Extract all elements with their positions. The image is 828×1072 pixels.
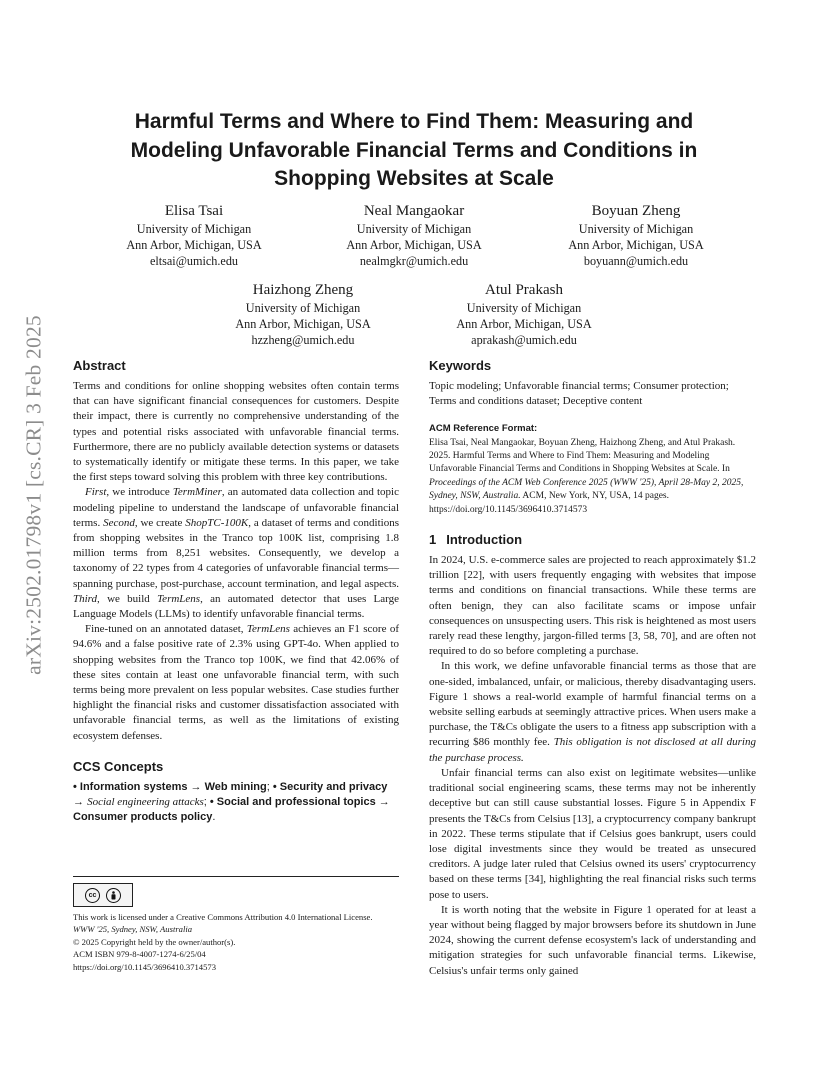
text: , we create [134,516,186,529]
text: Elisa Tsai, Neal Mangaokar, Boyuan Zheng, Haizhong Zheng, and Atul Prakash. 2025. Harmful Terms and Where to Find Them: Measuring and Modeling Unfavorable Financial Terms and Conditions in Shopping Websites at Scale. In [429,437,736,475]
abstract-paragraph: Terms and conditions for online shopping websites often contain terms that can have significant financial consequences for customers. Despite their impact, there is currently no comprehensive understanding of the types and potential risks associated with unfavorable financial terms. Furthermore, there are no publicly available detection systems or datasets to systematically identify or mitigate these terms. In this paper, we take the first steps toward solving this problem with three key contributions. [73,380,399,484]
section-title: Introduction [446,532,523,548]
author-name: Elisa Tsai [164,203,224,219]
intro-paragraph: It is worth noting that the website in Figure 1 operated for at least a year without being flagged by major browsers before its shutdown in June 2024, showing the current defense ecosystem's lack of understanding and mitigation strategies for such unfavorable financial terms. Likewise, Celsius's unfair terms only gained [429,903,756,977]
venue-name: WWW '25, Sydney, NSW, Australia [73,924,193,935]
system-name: TermLens [246,623,290,636]
separator: ; [203,796,210,809]
emphasis: Third [73,592,98,605]
paper-title: Harmful Terms and Where to Find Them: Measuring and Modeling Unfavorable Financial Terms and Conditions in Shopping Websites at Scale [130,110,698,190]
arxiv-identifier: arXiv:2502.01798v1 [cs.CR] 3 Feb 2025 [21,315,46,675]
text: achieves an F1 score of 94.6% and a false positive rate of 2.3% using GPT-4o. When applied to shopping websites from the Tranco top 100K, we find that 42.06% of these sites contain at least one unfavorable financial term, with such terms being more prevalent on less popular websites. Case studies further highlight the financial risks and customer dissatisfaction associated with unfavorable financial terms, as well as the limitations of existing ecosystem defenses. [73,623,399,742]
license-footnote [73,876,399,973]
abstract-paragraph [73,485,399,622]
attribution-icon [106,888,121,903]
author-block [526,201,746,269]
author-name: Atul Prakash [485,282,563,298]
author-email: boyuann@umich.edu [583,254,689,268]
author-location: Ann Arbor, Michigan, USA [568,238,704,252]
author-location: Ann Arbor, Michigan, USA [346,238,482,252]
system-name: TermMiner [172,486,222,499]
abstract-paragraph [73,622,399,744]
author-name: Haizhong Zheng [252,282,354,298]
text: , a dataset of terms and conditions from shopping websites in the Tranco top 100K list, comprising 1.8 million terms from 8,251 websites. Consequently, we develop a taxonomy of 22 types from 4 categories of unfavorable financial terms—spanning purchase, post-purchase, account termination, and legal aspects. [73,516,399,590]
text: , an automated detector that uses Large Language Models (LLMs) to identify unfavorable financial terms. [73,592,399,621]
doi-link[interactable]: https://doi.org/10.1145/3696410.3714573 [73,961,216,972]
author-block [304,201,524,269]
license-text: This work is licensed under a Creative Commons Attribution 4.0 International License. [73,912,373,922]
keywords-text: Topic modeling; Unfavorable financial terms; Consumer protection; Terms and conditions dataset; Deceptive content [429,380,729,408]
ccs-term: • Social and professional topics → Consumer products policy [73,796,390,824]
author-affiliation: University of Michigan [466,301,582,315]
author-block [414,280,634,348]
introduction-heading [429,531,756,548]
separator: ; [266,780,273,793]
author-location: Ann Arbor, Michigan, USA [235,317,371,331]
emphasis: This obligation is not disclosed at all during the purchase process. [429,736,756,764]
ccs-term: Social engineering attacks [87,796,204,809]
text: , we build [97,592,158,605]
right-column [429,357,756,979]
author-block [84,201,304,269]
separator: . [212,811,216,824]
abstract-heading: Abstract [73,358,126,373]
author-email: nealmgkr@umich.edu [359,254,469,268]
intro-paragraph [429,659,756,765]
dataset-name: ShopTC-100K [185,516,249,529]
ccs-term: • Security and privacy [272,780,388,793]
author-location: Ann Arbor, Michigan, USA [456,317,592,331]
author-affiliation: University of Michigan [578,222,694,236]
text: In this work, we define unfavorable financial terms as those that are one-sided, imbalanced, unfair, or malicious, thereby disadvantaging users. Figure 1 shows a real-world example of harmful financial terms on a website selling earbuds at seemingly attractive prices. When users make a purchase, the T&Cs obligate the users to a fitness app subscription with a recurring $86 monthly fee. [429,660,756,749]
author-email: eltsai@umich.edu [149,254,239,268]
intro-paragraph: Unfair financial terms can also exist on legitimate websites—unlike traditional social engineering scams, these terms may not be inherently deceptive but can still cause substantial losses. Figure 5 in Appendix F presents the T&Cs from Celsius [13], a cryptocurrency company bankrupt in 2022. These terms stipulate that if Celsius goes bankrupt, users could lose digital investments since they would be treated as unsecured creditors. A judge later ruled that Celsius owned its users' cryptocurrency based on these terms [34], highlighting the real financial risks such terms pose to users. [429,766,756,901]
acm-reference-text [429,437,756,517]
arrow: → [73,796,88,809]
proceedings: Proceedings of the ACM Web Conference 2025 (WWW '25), April 28-May 2, 2025, Sydney, NSW, Australia. [429,477,744,502]
author-name: Neal Mangaokar [363,203,465,219]
author-block [193,280,413,348]
ccs-concepts [73,780,399,826]
footnote-text [73,911,399,973]
text: Fine-tuned on an annotated dataset, [85,623,247,636]
arxiv-stamp [20,287,48,703]
cc-by-badge [73,883,133,907]
left-column [73,357,399,825]
venue [73,923,399,935]
author-affiliation: University of Michigan [356,222,472,236]
author-location: Ann Arbor, Michigan, USA [126,238,262,252]
emphasis: First [85,486,107,499]
author-affiliation: University of Michigan [245,301,361,315]
isbn: ACM ISBN 979-8-4007-1274-6/25/04 [73,949,206,960]
footnote-rule [73,876,399,877]
system-name: TermLens [157,592,201,605]
text: ACM, New York, NY, USA, 14 pages. https://doi.org/10.1145/3696410.3714573 [429,491,669,515]
intro-paragraph: In 2024, U.S. e-commerce sales are projected to reach approximately $1.2 trillion [22], with users frequently engaging with websites that impose terms and conditions on financial transactions. While these terms are often benign, they can also facilitate scams or impose unfair consequences on unsuspecting users. This risk is heightened as most users rarely read these lengthy, jargon-filled terms [3, 58, 70], and are often not required to do so before completing a purchase. [429,554,756,658]
author-email: aprakash@umich.edu [471,333,577,347]
text: , we introduce [106,486,173,499]
section-number: 1 [429,532,437,548]
author-affiliation: University of Michigan [136,222,252,236]
acm-reference-heading: ACM Reference Format: [429,423,538,435]
text: , an automated data collection and topic modeling pipeline to understand the landscape of unfavorable financial terms. [73,486,399,529]
emphasis: Second [103,516,135,529]
cc-icon: cc [85,888,100,903]
ccs-term: • Information systems → Web mining [73,780,267,793]
keywords-heading: Keywords [429,358,492,373]
ccs-heading: CCS Concepts [73,758,164,774]
author-email: hzzheng@umich.edu [251,333,355,347]
copyright: © 2025 Copyright held by the owner/author(s). [73,936,236,947]
author-name: Boyuan Zheng [591,203,681,219]
